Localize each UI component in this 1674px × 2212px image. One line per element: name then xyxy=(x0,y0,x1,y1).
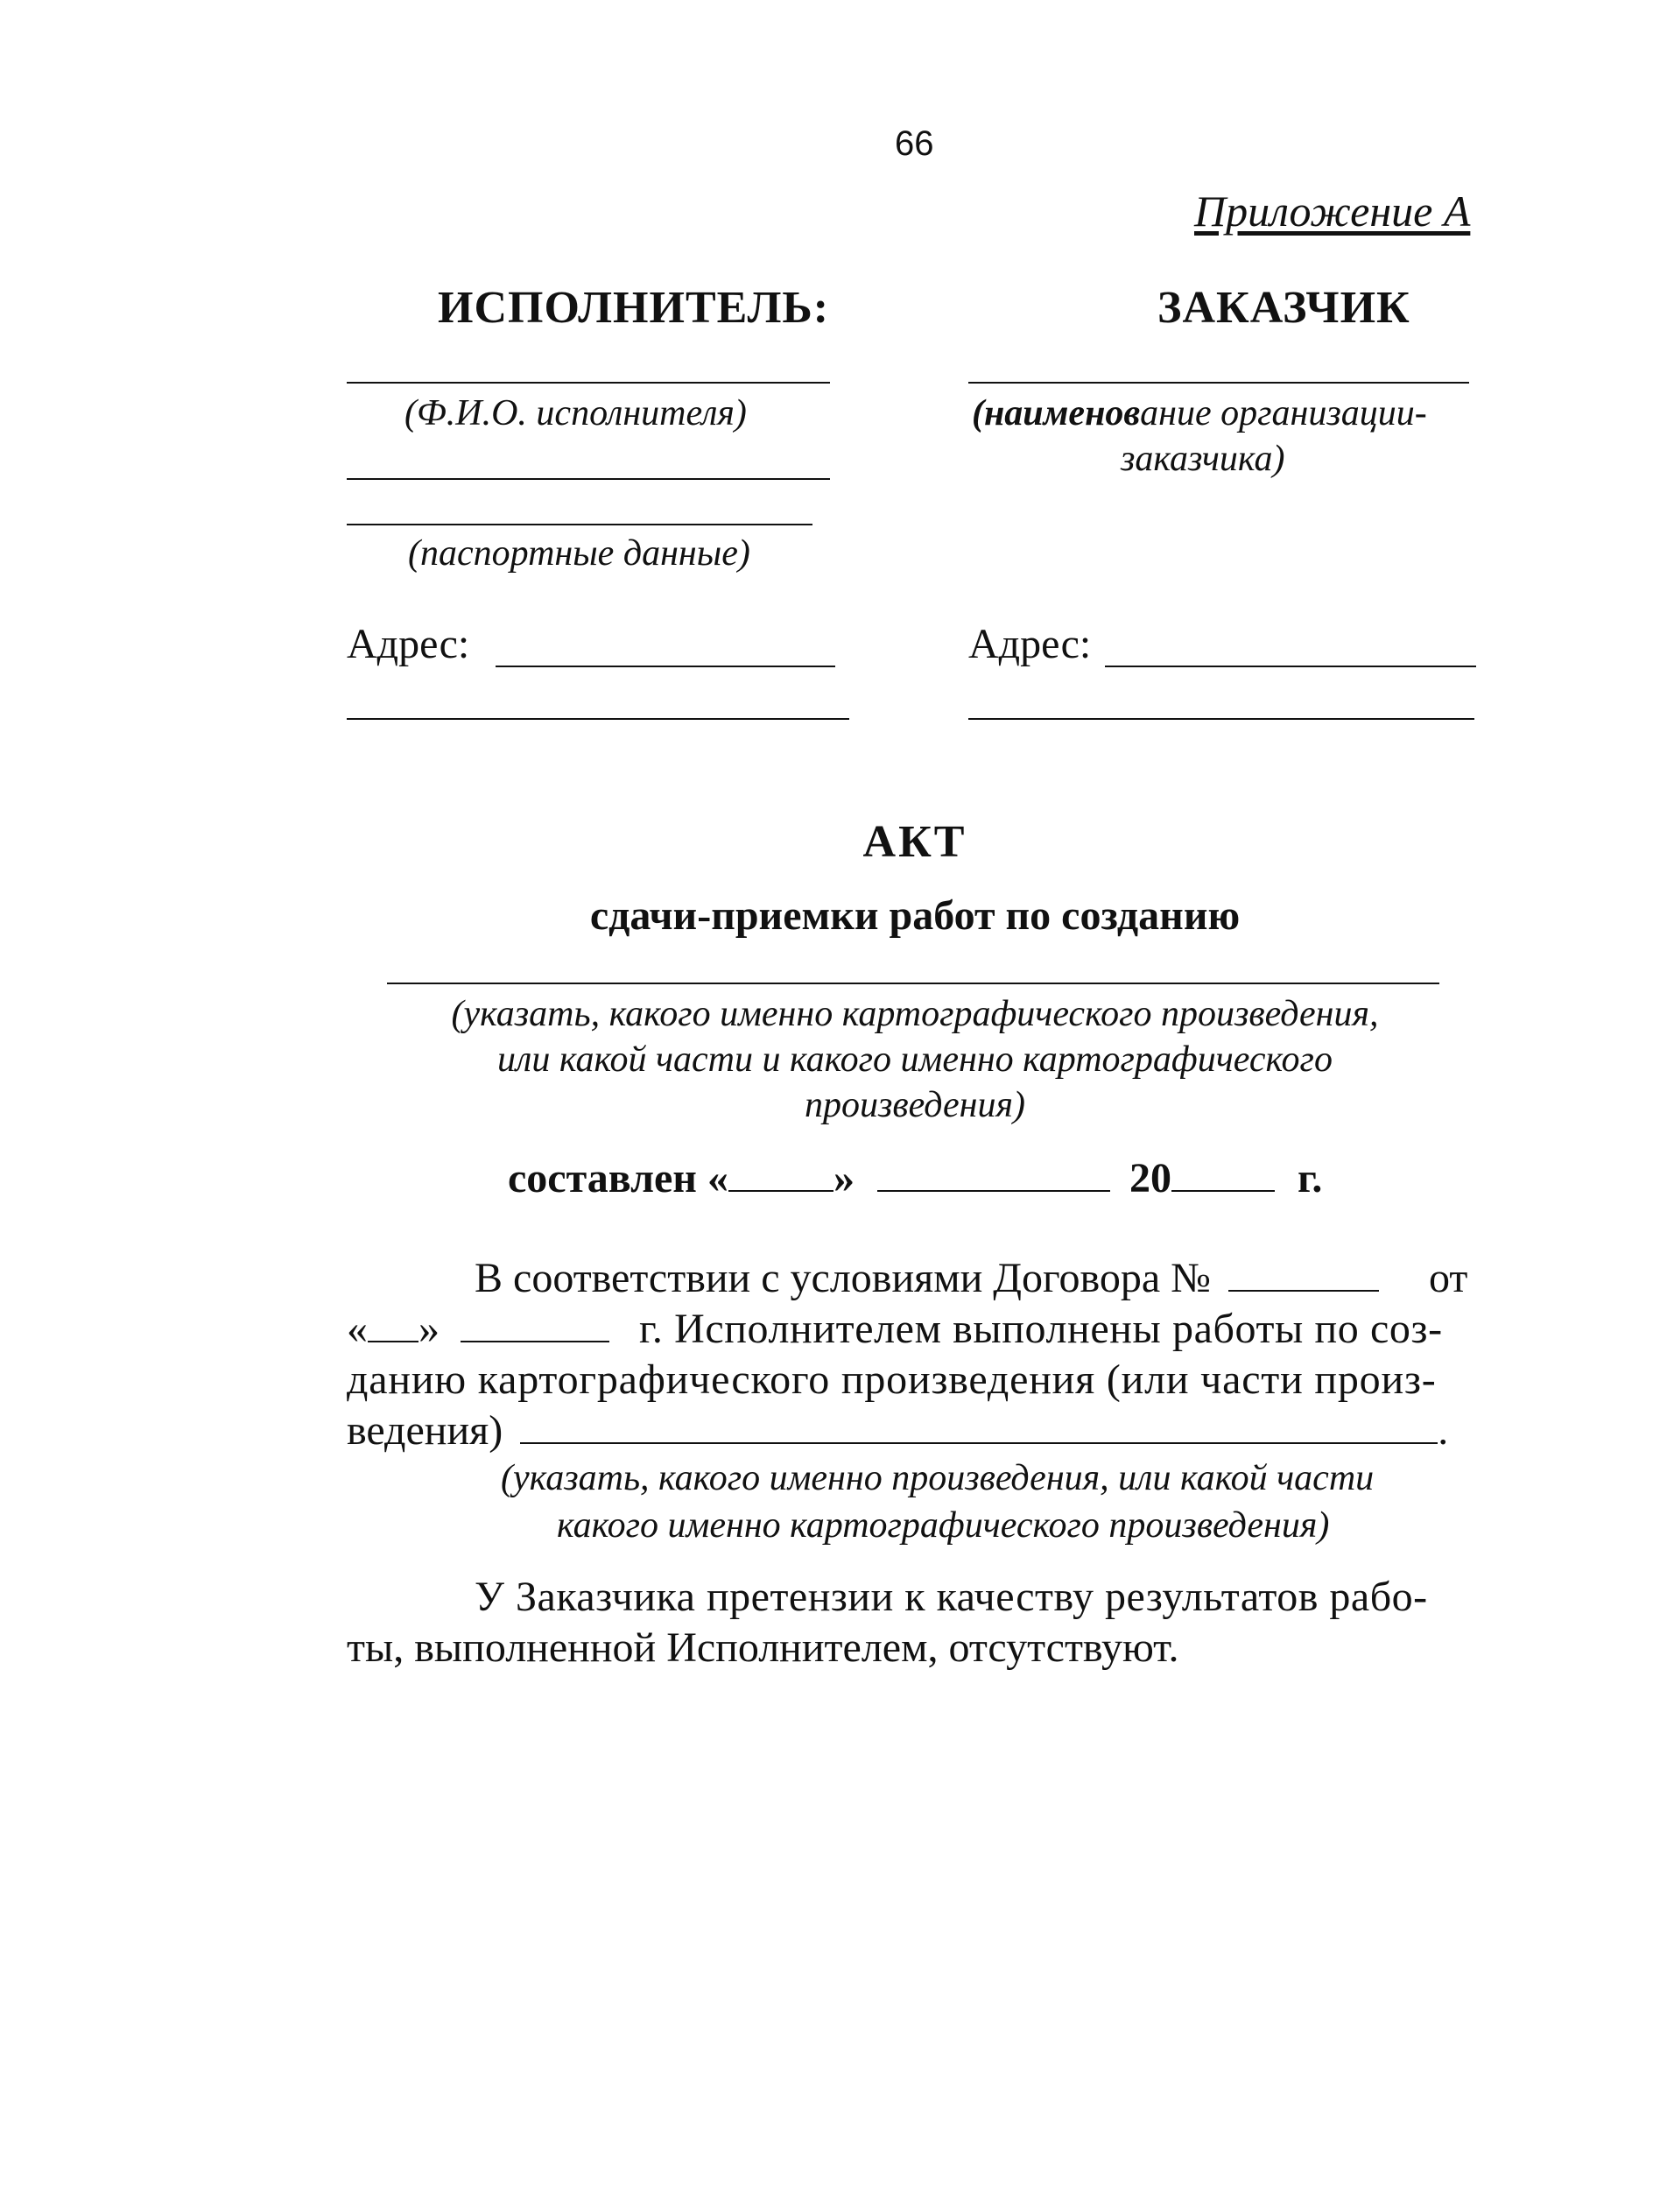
page-number: 66 xyxy=(895,124,934,163)
act-subtitle: сдачи-приемки работ по созданию xyxy=(589,892,1241,939)
p1-line3: данию картографического произведения (или части произ- xyxy=(347,1356,1437,1403)
executor-passport-caption: (паспортные данные) xyxy=(408,533,750,574)
p1-line2-text: г. Исполнителем выполнены работы по соз- xyxy=(639,1306,1443,1352)
executor-name-line[interactable] xyxy=(347,382,830,384)
p1-quote-close: » xyxy=(418,1306,440,1352)
composed-day-field[interactable] xyxy=(728,1155,833,1192)
act-note-line2: или какой части и какого именно картографического xyxy=(497,1039,1333,1080)
customer-org-caption-rest: ание организации- xyxy=(1140,393,1427,433)
customer-org-caption-line2: заказчика) xyxy=(1121,439,1285,479)
act-title: АКТ xyxy=(862,817,967,867)
act-note-line1: (указать, какого именно картографического произведения, xyxy=(451,994,1379,1034)
customer-heading: ЗАКАЗЧИК xyxy=(1157,283,1410,333)
p1-line1-end: от xyxy=(1429,1255,1468,1301)
executor-passport-line[interactable] xyxy=(347,524,812,525)
contract-day-field[interactable] xyxy=(368,1306,418,1342)
executor-address-label: Адрес: xyxy=(347,621,470,667)
composed-suffix: г. xyxy=(1297,1155,1323,1201)
executor-fio-caption: (Ф.И.О. исполнителя) xyxy=(404,393,747,433)
work-description-field[interactable] xyxy=(520,1407,1438,1444)
note2-line2: какого именно картографического произведения) xyxy=(557,1505,1330,1546)
composed-year-prefix: 20 xyxy=(1129,1155,1171,1201)
act-note-line3: произведения) xyxy=(805,1085,1025,1125)
composed-year-field[interactable] xyxy=(1171,1155,1275,1192)
customer-address-line-2[interactable] xyxy=(968,718,1474,720)
contract-month-field[interactable] xyxy=(461,1306,609,1342)
executor-address-line[interactable] xyxy=(496,666,835,667)
act-subject-line[interactable] xyxy=(387,983,1439,984)
composed-prefix: составлен « xyxy=(508,1155,728,1201)
act-composed-line xyxy=(508,1154,1322,1202)
composed-month-field[interactable] xyxy=(877,1155,1110,1192)
executor-heading: ИСПОЛНИТЕЛЬ: xyxy=(438,283,830,333)
customer-address-line[interactable] xyxy=(1105,666,1476,667)
customer-org-caption-bold: (наименов xyxy=(972,393,1141,433)
customer-org-caption xyxy=(972,392,1427,434)
composed-quote-close: » xyxy=(833,1155,855,1201)
customer-address-label: Адрес: xyxy=(968,621,1092,667)
p1-quote-open: « xyxy=(347,1306,368,1352)
p1-line4: ведения) xyxy=(347,1407,503,1454)
p2-line2: ты, выполненной Исполнителем, отсутствуют. xyxy=(347,1624,1179,1671)
executor-line-2[interactable] xyxy=(347,478,830,480)
note2-line1: (указать, какого именно произведения, или какой части xyxy=(501,1458,1375,1498)
p2-line1: У Заказчика претензии к качеству результатов рабо- xyxy=(475,1574,1428,1620)
appendix-label: Приложение А xyxy=(1194,187,1471,236)
contract-number-field[interactable] xyxy=(1228,1255,1379,1292)
body-p1-line2 xyxy=(347,1305,609,1353)
body-p1-line4 xyxy=(347,1406,1448,1455)
body-p1-line1 xyxy=(475,1254,1379,1302)
p1-line4-end: . xyxy=(1438,1407,1449,1454)
customer-name-line[interactable] xyxy=(968,382,1469,384)
executor-address-line-2[interactable] xyxy=(347,718,849,720)
p1-line1-start: В соответствии с условиями Договора № xyxy=(475,1255,1211,1301)
